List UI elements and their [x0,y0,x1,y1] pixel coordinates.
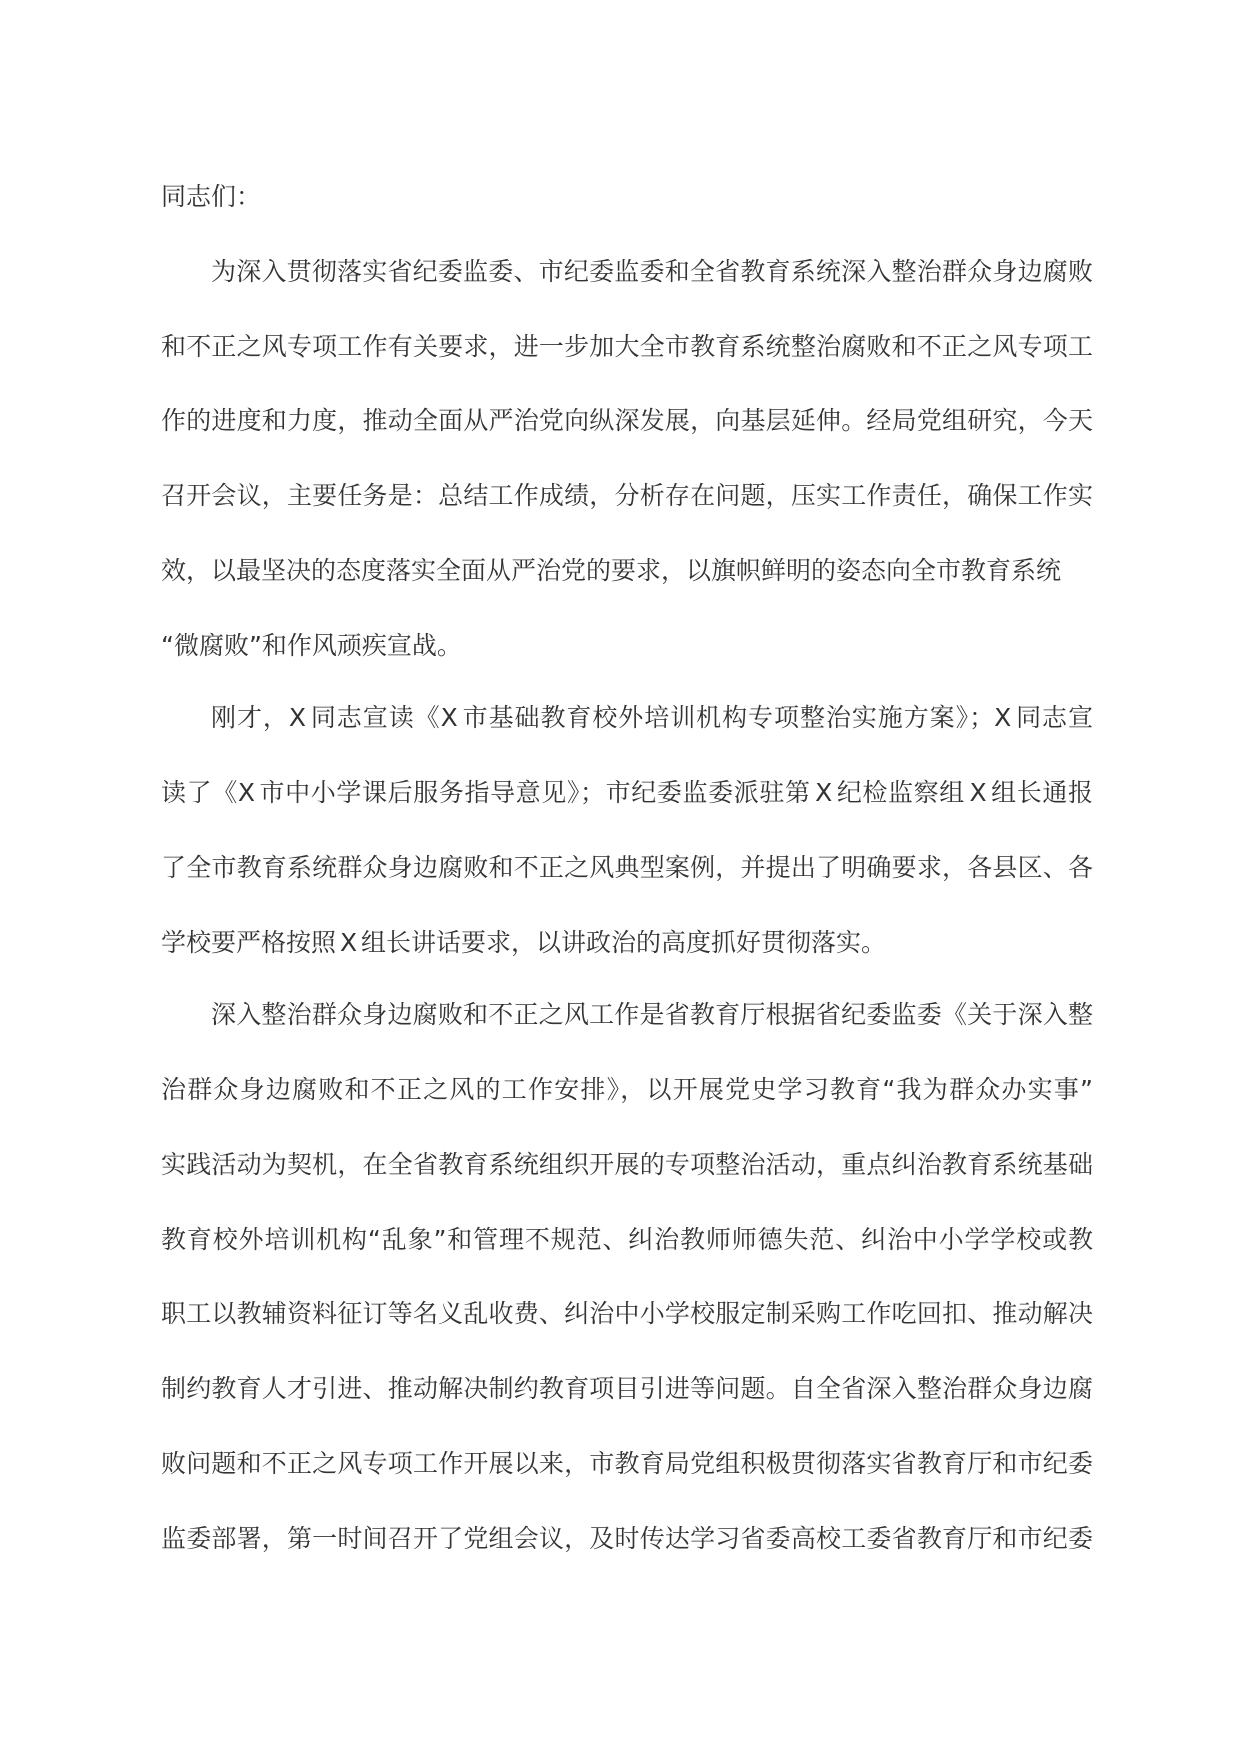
paragraph-line: 学校要严格按照 X 组长讲话要求，以讲政治的高度抓好贯彻落实。 [161,927,887,957]
paragraph-line: 读了《X 市中小学课后服务指导意见》；市纪委监委派驻第 X 纪检监察组 X 组长通报 [161,778,1093,807]
paragraph-line: 职工以教辅资料征订等名义乱收费、纠治中小学校服定制采购工作吃回扣、推动解决 [161,1299,1093,1329]
paragraph-line: 为深入贯彻落实省纪委监委、市纪委监委和全省教育系统深入整治群众身边腐败 [211,256,1093,286]
salutation: 同志们： [161,182,262,211]
paragraph-line: 和不正之风专项工作有关要求，进一步加大全市教育系统整治腐败和不正之风专项工 [161,331,1093,361]
body-paragraph [161,235,1093,684]
paragraph-line: 作的进度和力度，推动全面从严治党向纵深发展，向基层延伸。经局党组研究，今天 [161,406,1093,436]
paragraph-line: 了全市教育系统群众身边腐败和不正之风典型案例，并提出了明确要求，各县区、各 [161,852,1093,882]
paragraph-line: 深入整治群众身边腐败和不正之风工作是省教育厅根据省纪委监委《关于深入整 [211,1000,1093,1030]
paragraph-line: 制约教育人才引进、推动解决制约教育项目引进等问题。自全省深入整治群众身边腐 [161,1374,1093,1403]
paragraph-line: 教育校外培训机构“乱象”和管理不规范、纠治教师师德失范、纠治中小学学校或教 [161,1224,1093,1254]
paragraph-line: 治群众身边腐败和不正之风的工作安排》，以开展党史学习教育“我为群众办实事” [161,1075,1093,1104]
body-paragraph [161,681,1093,980]
paragraph-line: 败问题和不正之风专项工作开展以来，市教育局党组积极贯彻落实省教育厅和市纪委 [161,1448,1093,1478]
paragraph-line: 实践活动为契机，在全省教育系统组织开展的专项整治活动，重点纠治教育系统基础 [161,1149,1093,1179]
document-body [161,160,1093,1576]
salutation-paragraph [161,160,1093,235]
paragraph-line: 刚才，X 同志宣读《X 市基础教育校外培训机构专项整治实施方案》；X 同志宣 [211,703,1093,733]
paragraph-line: “微腐败”和作风顽疾宣战。 [161,630,462,660]
paragraph-line: 效，以最坚决的态度落实全面从严治党的要求，以旗帜鲜明的姿态向全市教育系统 [161,555,1062,585]
body-paragraph [161,978,1093,1576]
paragraph-line: 监委部署，第一时间召开了党组会议，及时传达学习省委高校工委省教育厅和市纪委 [161,1523,1093,1553]
paragraph-line: 召开会议，主要任务是：总结工作成绩，分析存在问题，压实工作责任，确保工作实 [161,481,1093,510]
